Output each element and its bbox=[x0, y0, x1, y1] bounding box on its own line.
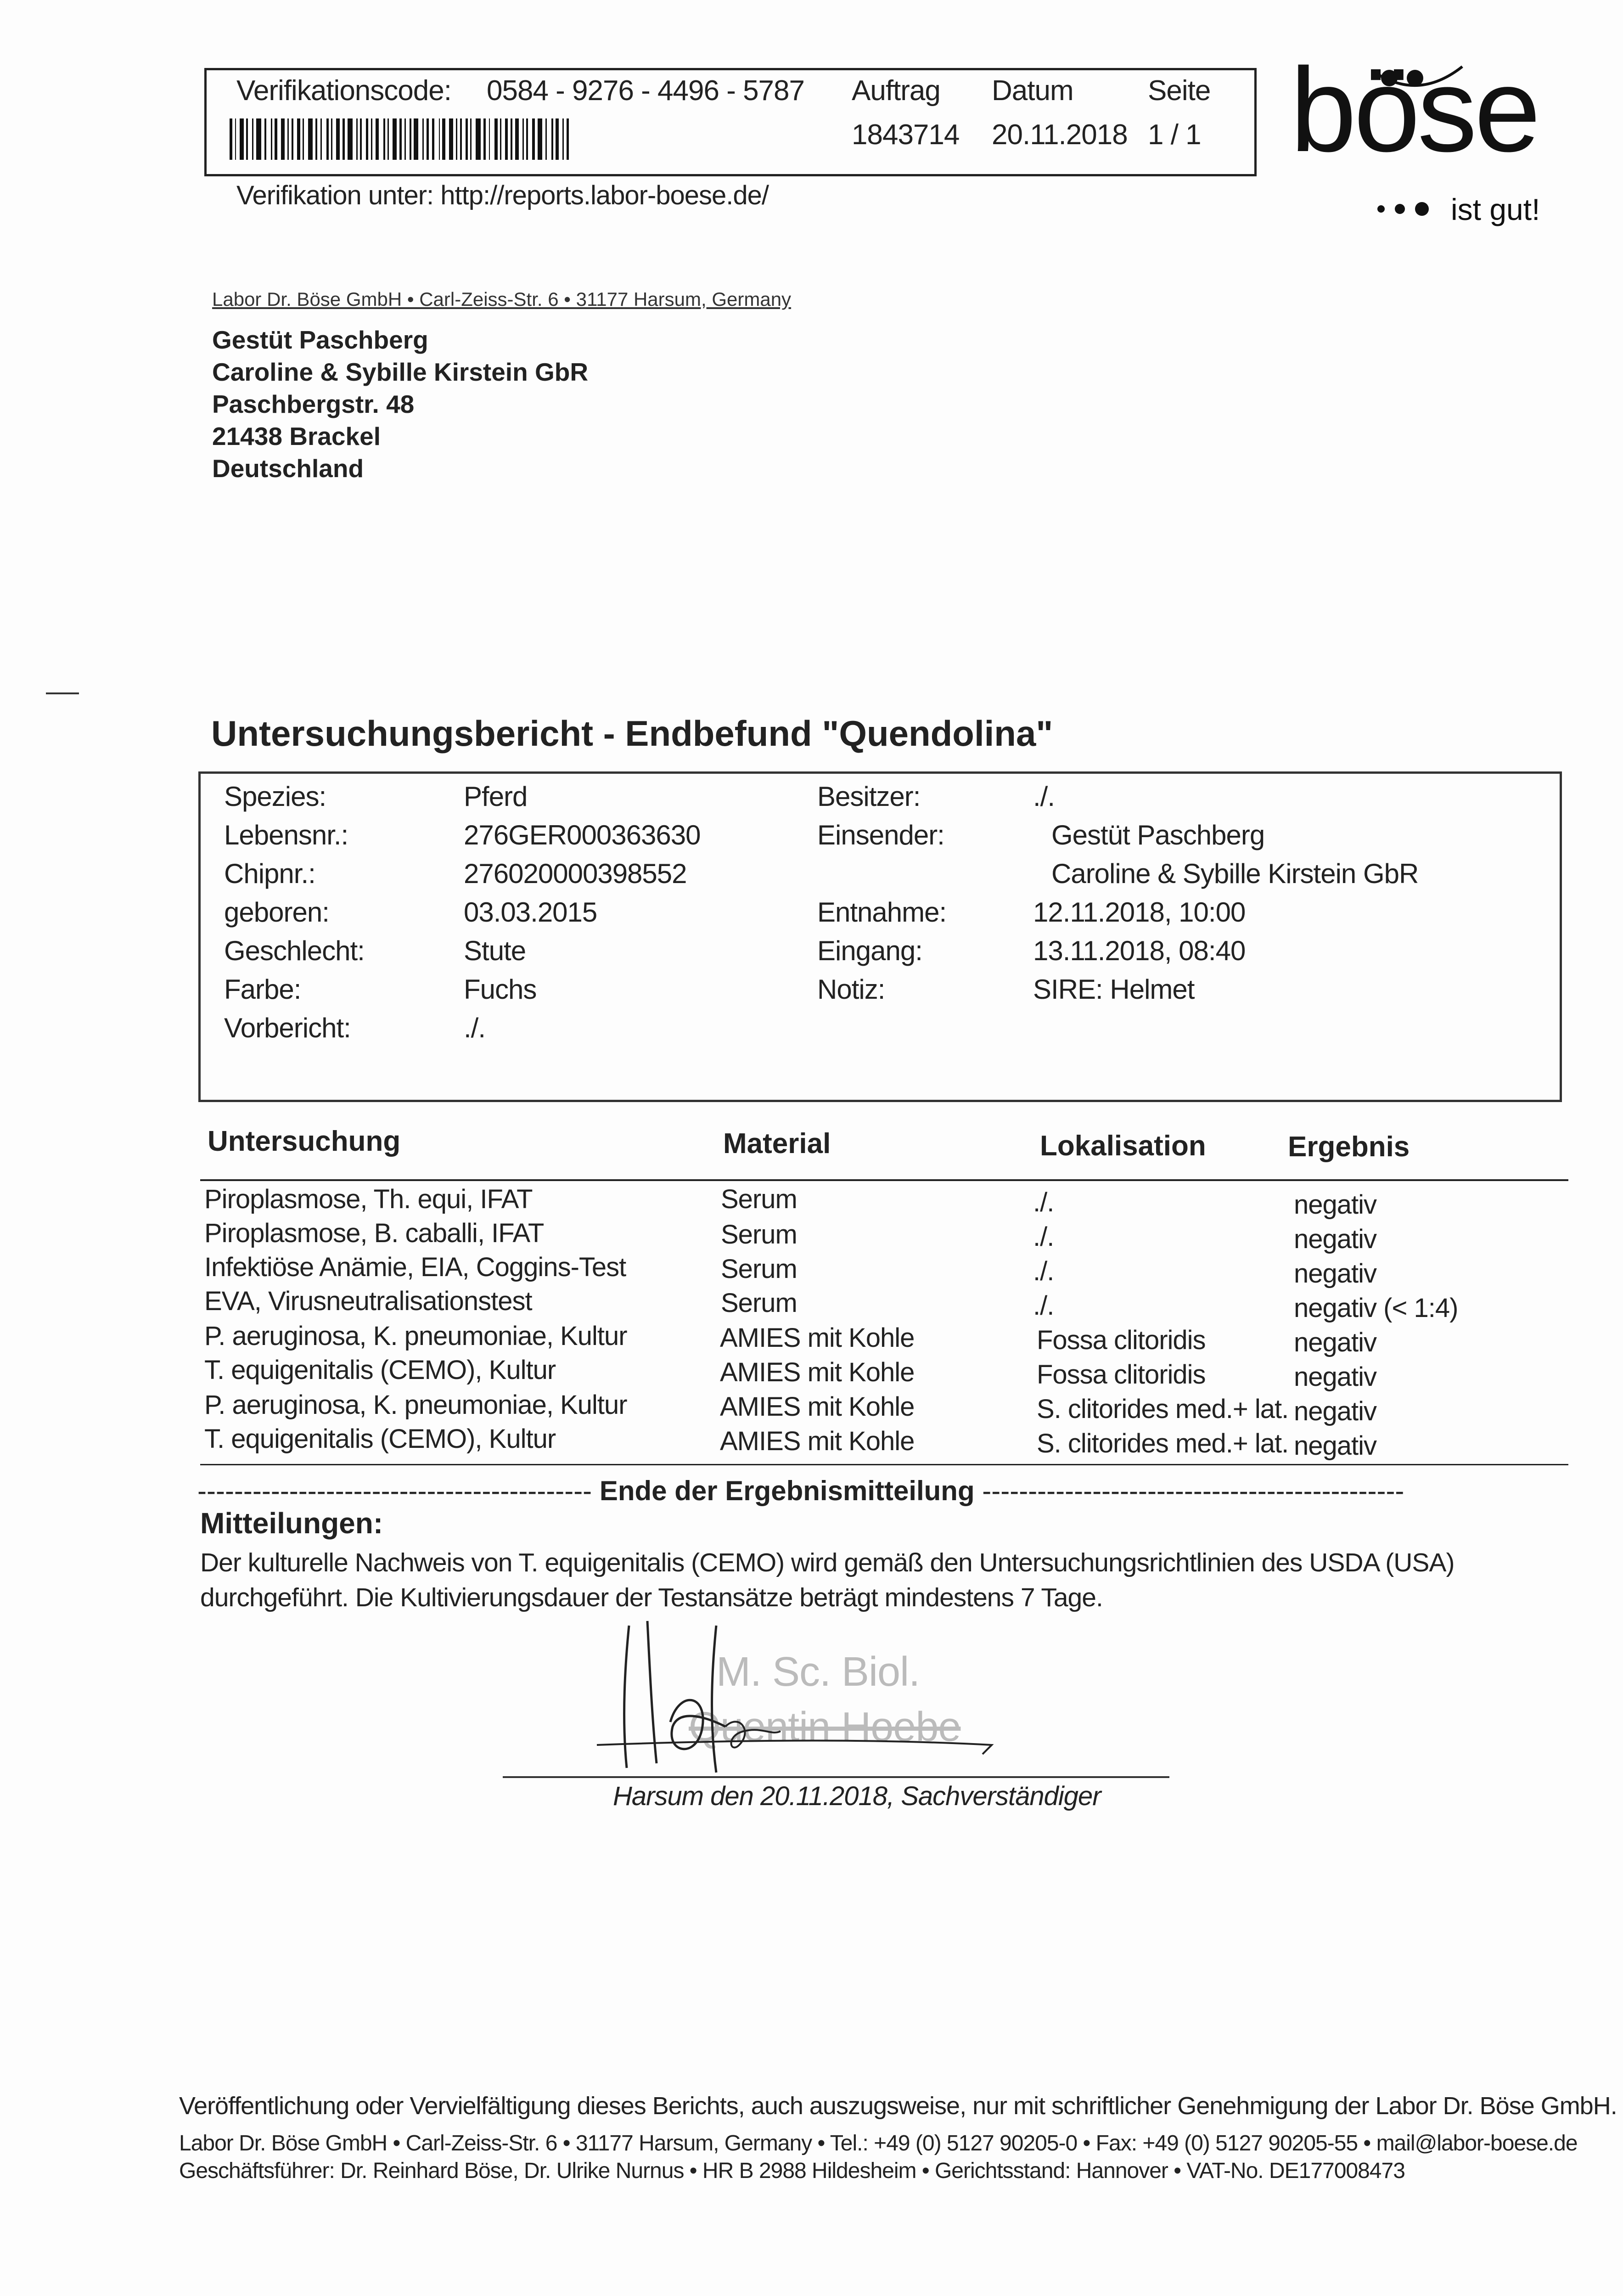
end-marker-dashes-left: ------------------------------------------- bbox=[197, 1475, 592, 1506]
table-footer-rule bbox=[200, 1464, 1568, 1465]
table-cell-material: Serum bbox=[721, 1254, 797, 1284]
table-cell-material: AMIES mit Kohle bbox=[720, 1323, 915, 1353]
table-cell-location: Fossa clitoridis bbox=[1037, 1325, 1206, 1355]
verification-label: Verifikationscode: bbox=[236, 75, 451, 107]
birth-date-value: 03.03.2015 bbox=[464, 897, 597, 928]
column-header-location: Lokalisation bbox=[1040, 1130, 1206, 1162]
table-header-rule bbox=[200, 1179, 1568, 1181]
table-cell-result: negativ bbox=[1294, 1190, 1377, 1220]
table-cell-examination: P. aeruginosa, K. pneumoniae, Kultur bbox=[204, 1390, 627, 1420]
sampling-label: Entnahme: bbox=[817, 897, 947, 928]
handwritten-signature-icon bbox=[588, 1616, 1093, 1786]
table-cell-location: ./. bbox=[1033, 1256, 1054, 1286]
page-label: Seite bbox=[1148, 75, 1211, 107]
slogan-dots-icon bbox=[1377, 202, 1439, 216]
chip-number-value: 276020000398552 bbox=[464, 858, 687, 889]
table-cell-result: negativ bbox=[1294, 1431, 1377, 1461]
table-cell-examination: T. equigenitalis (CEMO), Kultur bbox=[204, 1424, 556, 1454]
date-value: 20.11.2018 bbox=[992, 119, 1128, 151]
column-header-examination: Untersuchung bbox=[208, 1125, 401, 1157]
table-cell-examination: P. aeruginosa, K. pneumoniae, Kultur bbox=[204, 1321, 627, 1351]
species-label: Spezies: bbox=[224, 781, 326, 812]
pre-report-label: Vorbericht: bbox=[224, 1013, 351, 1043]
note-value: SIRE: Helmet bbox=[1033, 974, 1195, 1005]
table-cell-examination: Piroplasmose, Th. equi, IFAT bbox=[204, 1184, 533, 1214]
owner-label: Besitzer: bbox=[817, 781, 921, 812]
column-header-result: Ergebnis bbox=[1288, 1131, 1410, 1163]
verification-url: Verifikation unter: http://reports.labor-boese.de/ bbox=[236, 180, 769, 210]
report-title: Untersuchungsbericht - Endbefund "Quendolina" bbox=[211, 713, 1053, 754]
table-cell-examination: Piroplasmose, B. caballi, IFAT bbox=[204, 1218, 544, 1248]
notes-line: Der kulturelle Nachweis von T. equigenitalis (CEMO) wird gemäß den Untersuchungsrichtlinien des USDA (USA) bbox=[200, 1548, 1455, 1577]
footer-copyright-notice: Veröffentlichung oder Vervielfältigung dieses Berichts, auch auszugsweise, nur mit schriftlicher Genehmigung der Labor Dr. Böse GmbH. bbox=[179, 2092, 1617, 2120]
note-label: Notiz: bbox=[817, 974, 885, 1005]
sex-value: Stute bbox=[464, 935, 526, 966]
signature-stamp-title: M. Sc. Biol. bbox=[716, 1649, 920, 1695]
table-cell-result: negativ bbox=[1294, 1224, 1377, 1254]
table-cell-location: S. clitorides med.+ lat. bbox=[1037, 1429, 1289, 1458]
chip-number-label: Chipnr.: bbox=[224, 858, 315, 889]
order-value: 1843714 bbox=[852, 119, 960, 151]
end-marker-text: Ende der Ergebnismitteilung bbox=[599, 1475, 975, 1506]
table-cell-result: negativ bbox=[1294, 1259, 1377, 1289]
recipient-line: Gestüt Paschberg bbox=[212, 326, 428, 354]
fold-mark bbox=[46, 692, 79, 694]
color-value: Fuchs bbox=[464, 974, 537, 1005]
footer-management: Geschäftsführer: Dr. Reinhard Böse, Dr. Ulrike Nurnus • HR B 2988 Hildesheim • Gerichtsstand: Hannover • VAT-No. DE177008473 bbox=[179, 2159, 1405, 2183]
notes-line: durchgeführt. Die Kultivierungsdauer der Testansätze beträgt mindestens 7 Tage. bbox=[200, 1583, 1103, 1612]
column-header-material: Material bbox=[723, 1128, 831, 1159]
end-marker-dashes-right: ---------------------------------------------- bbox=[982, 1475, 1404, 1506]
table-cell-examination: T. equigenitalis (CEMO), Kultur bbox=[204, 1355, 556, 1385]
recipient-line: Deutschland bbox=[212, 454, 364, 483]
submitter-value: Gestüt Paschberg bbox=[1051, 820, 1265, 850]
table-cell-material: AMIES mit Kohle bbox=[720, 1392, 915, 1422]
signature-rule bbox=[503, 1776, 1169, 1778]
table-cell-location: ./. bbox=[1033, 1187, 1054, 1217]
table-cell-location: ./. bbox=[1033, 1291, 1054, 1321]
barcode-icon bbox=[230, 118, 572, 160]
table-cell-material: Serum bbox=[721, 1220, 797, 1249]
submitter-value-line2: Caroline & Sybille Kirstein GbR bbox=[1051, 858, 1419, 889]
birth-date-label: geboren: bbox=[224, 897, 329, 928]
sex-label: Geschlecht: bbox=[224, 935, 365, 966]
page-value: 1 / 1 bbox=[1148, 119, 1201, 151]
footer-address: Labor Dr. Böse GmbH • Carl-Zeiss-Str. 6 • 31177 Harsum, Germany • Tel.: +49 (0) 5127 90205-0 • Fax: +49 (0) 5127 90205-55 • mail@labor-boese.de bbox=[179, 2131, 1578, 2155]
color-label: Farbe: bbox=[224, 974, 301, 1005]
notes-title: Mitteilungen: bbox=[200, 1507, 383, 1540]
table-cell-examination: Infektiöse Anämie, EIA, Coggins-Test bbox=[204, 1252, 626, 1282]
table-cell-location: ./. bbox=[1033, 1222, 1054, 1252]
table-cell-result: negativ bbox=[1294, 1328, 1377, 1357]
table-cell-material: AMIES mit Kohle bbox=[720, 1357, 915, 1387]
submitter-label: Einsender: bbox=[817, 820, 944, 850]
owner-value: ./. bbox=[1033, 781, 1055, 812]
table-cell-result: negativ (< 1:4) bbox=[1294, 1293, 1458, 1323]
signature-caption: Harsum den 20.11.2018, Sachverständiger bbox=[613, 1781, 1101, 1811]
sampling-value: 12.11.2018, 10:00 bbox=[1033, 897, 1246, 928]
receipt-value: 13.11.2018, 08:40 bbox=[1033, 935, 1246, 966]
table-cell-material: Serum bbox=[721, 1288, 797, 1318]
table-cell-result: negativ bbox=[1294, 1362, 1377, 1392]
table-cell-examination: EVA, Virusneutralisationstest bbox=[204, 1286, 532, 1316]
sender-return-address: Labor Dr. Böse GmbH • Carl-Zeiss-Str. 6 • 31177 Harsum, Germany bbox=[212, 288, 792, 310]
species-value: Pferd bbox=[464, 781, 528, 812]
recipient-line: Paschbergstr. 48 bbox=[212, 390, 415, 418]
table-cell-material: AMIES mit Kohle bbox=[720, 1426, 915, 1456]
end-of-results-marker bbox=[197, 1475, 1404, 1507]
receipt-label: Eingang: bbox=[817, 935, 922, 966]
date-label: Datum bbox=[992, 75, 1073, 107]
signature-stamp-name: Quentin Hoebe bbox=[689, 1704, 961, 1750]
table-cell-location: S. clitorides med.+ lat. bbox=[1037, 1394, 1289, 1424]
logo-slogan: ist gut! bbox=[1451, 192, 1540, 226]
pre-report-value: ./. bbox=[464, 1013, 486, 1043]
life-number-label: Lebensnr.: bbox=[224, 820, 348, 850]
table-cell-result: negativ bbox=[1294, 1396, 1377, 1426]
order-label: Auftrag bbox=[852, 75, 940, 107]
recipient-line: Caroline & Sybille Kirstein GbR bbox=[212, 358, 589, 386]
table-cell-location: Fossa clitoridis bbox=[1037, 1360, 1206, 1390]
recipient-line: 21438 Brackel bbox=[212, 422, 381, 450]
life-number-value: 276GER000363630 bbox=[464, 820, 701, 850]
verification-code: 0584 - 9276 - 4496 - 5787 bbox=[487, 75, 804, 107]
table-cell-material: Serum bbox=[721, 1184, 797, 1214]
company-logo: böse bbox=[1290, 44, 1538, 177]
